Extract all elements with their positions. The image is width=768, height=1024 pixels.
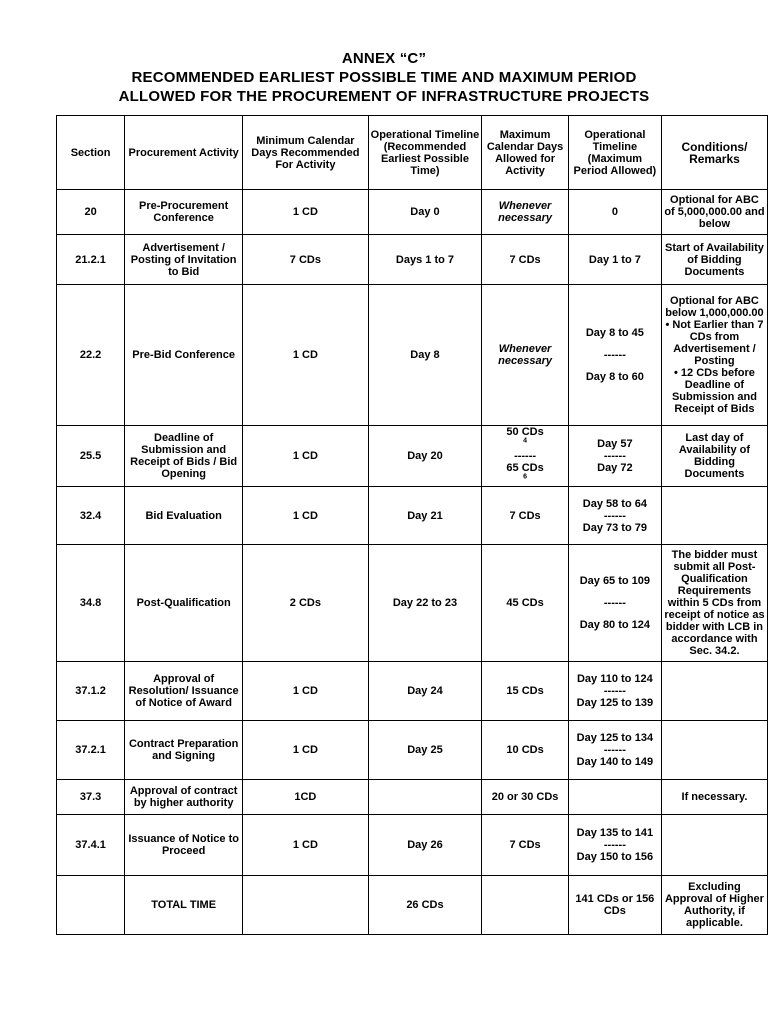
row-max-days: 7 CDs xyxy=(482,487,569,545)
op-max-option-b: Day 80 to 124 xyxy=(579,619,651,631)
op-max-option-b: Day 150 to 156 xyxy=(576,851,654,863)
op-max-option-a: Day 8 to 45 xyxy=(585,327,644,339)
row-section: 20 xyxy=(57,190,125,235)
table-header-row xyxy=(57,116,768,190)
row-activity: Pre-Procurement Conference xyxy=(125,190,243,235)
row-section: 37.1.2 xyxy=(57,662,125,721)
row-op-max xyxy=(568,662,661,721)
row-max-days: Whenever necessary xyxy=(482,285,569,426)
row-op-max xyxy=(568,285,661,426)
op-max-option-b: Day 72 xyxy=(597,462,633,474)
total-op-earliest: 26 CDs xyxy=(368,876,482,935)
row-op-earliest: Day 20 xyxy=(368,426,482,487)
row-max-days: 20 or 30 CDs xyxy=(482,780,569,815)
row-max-days xyxy=(482,876,569,935)
row-section: 22.2 xyxy=(57,285,125,426)
procurement-timeline-table xyxy=(56,115,768,935)
row-activity: Approval of Resolution/ Issuance of Notice of Award xyxy=(125,662,243,721)
table-row xyxy=(57,426,768,487)
row-conditions: The bidder must submit all Post-Qualification Requirements within 5 CDs from receipt of notice as bidder with LCB in accordance with Sec. 34.2. xyxy=(661,545,767,662)
op-max-separator: ------ xyxy=(603,839,626,851)
row-activity: Bid Evaluation xyxy=(125,487,243,545)
row-op-earliest xyxy=(368,780,482,815)
table-row xyxy=(57,235,768,285)
total-label: TOTAL TIME xyxy=(125,876,243,935)
row-min-days: 1 CD xyxy=(243,487,369,545)
row-conditions xyxy=(661,285,767,426)
row-conditions: Optional for ABC of 5,000,000.00 and below xyxy=(661,190,767,235)
table-row xyxy=(57,545,768,662)
conditions-bullet-list xyxy=(664,319,765,415)
row-op-earliest: Day 0 xyxy=(368,190,482,235)
op-max-option-a: Day 135 to 141 xyxy=(576,827,654,839)
row-op-max xyxy=(568,780,661,815)
op-max-option-a: Day 125 to 134 xyxy=(576,732,654,744)
max-days-separator: ------ xyxy=(514,450,537,462)
op-max-option-a: Day 57 xyxy=(597,438,633,450)
row-section: 34.8 xyxy=(57,545,125,662)
row-activity: Pre-Bid Conference xyxy=(125,285,243,426)
row-conditions: If necessary. xyxy=(661,780,767,815)
row-section: 21.2.1 xyxy=(57,235,125,285)
row-activity: Deadline of Submission and Receipt of Bids / Bid Opening xyxy=(125,426,243,487)
row-max-days xyxy=(482,426,569,487)
row-op-earliest: Days 1 to 7 xyxy=(368,235,482,285)
row-min-days xyxy=(243,876,369,935)
row-section: 37.2.1 xyxy=(57,721,125,780)
row-min-days: 1CD xyxy=(243,780,369,815)
header-conditions: Conditions/ Remarks xyxy=(661,116,767,190)
row-section: 37.4.1 xyxy=(57,815,125,876)
op-max-option-b: Day 125 to 139 xyxy=(576,697,654,709)
row-max-days: 45 CDs xyxy=(482,545,569,662)
header-section: Section xyxy=(57,116,125,190)
op-max-option-b: Day 73 to 79 xyxy=(582,521,647,534)
header-max-days: Maximum Calendar Days Allowed for Activity xyxy=(482,116,569,190)
row-activity: Post-Qualification xyxy=(125,545,243,662)
row-op-earliest: Day 26 xyxy=(368,815,482,876)
row-activity: Contract Preparation and Signing xyxy=(125,721,243,780)
header-min-days: Minimum Calendar Days Recommended For Activity xyxy=(243,116,369,190)
row-op-earliest: Day 8 xyxy=(368,285,482,426)
row-min-days: 1 CD xyxy=(243,721,369,780)
bullet-icon: • xyxy=(665,319,673,331)
op-max-option-b: Day 140 to 149 xyxy=(576,756,654,768)
conditions-bullet-item: • 12 CDs before Deadline of Submission and Receipt of Bids xyxy=(671,367,757,415)
conditions-bullet-item: • Not Earlier than 7 CDs from Advertisement / Posting xyxy=(665,319,764,367)
table-row xyxy=(57,780,768,815)
total-conditions: Excluding Approval of Higher Authority, if applicable. xyxy=(661,876,767,935)
row-op-max xyxy=(568,487,661,545)
row-min-days: 7 CDs xyxy=(243,235,369,285)
row-max-days: 7 CDs xyxy=(482,815,569,876)
row-section xyxy=(57,876,125,935)
row-min-days: 1 CD xyxy=(243,285,369,426)
row-max-days: 15 CDs xyxy=(482,662,569,721)
row-conditions: Last day of Availability of Bidding Documents xyxy=(661,426,767,487)
row-max-days: Whenever necessary xyxy=(482,190,569,235)
op-max-separator: ------ xyxy=(603,685,626,697)
bullet-icon: • xyxy=(674,367,681,379)
op-max-option-b: Day 8 to 60 xyxy=(585,371,644,383)
row-conditions xyxy=(661,815,767,876)
op-max-separator: ------ xyxy=(603,509,626,522)
row-op-earliest: Day 21 xyxy=(368,487,482,545)
row-op-earliest: Day 24 xyxy=(368,662,482,721)
row-op-max: 0 xyxy=(568,190,661,235)
row-section: 37.3 xyxy=(57,780,125,815)
row-conditions xyxy=(661,487,767,545)
op-max-separator: ------ xyxy=(603,349,626,361)
max-days-option-a: 50 CDs $^4$ xyxy=(506,426,544,445)
row-conditions xyxy=(661,721,767,780)
row-op-max xyxy=(568,426,661,487)
document-title-line-1: RECOMMENDED EARLIEST POSSIBLE TIME AND MAXIMUM PERIOD xyxy=(131,69,637,86)
row-section: 25.5 xyxy=(57,426,125,487)
row-conditions xyxy=(661,662,767,721)
row-op-max xyxy=(568,815,661,876)
row-min-days: 1 CD xyxy=(243,426,369,487)
row-section: 32.4 xyxy=(57,487,125,545)
op-max-separator: ------ xyxy=(603,744,626,756)
table-row xyxy=(57,487,768,545)
op-max-option-a: Day 110 to 124 xyxy=(576,673,653,685)
row-min-days: 2 CDs xyxy=(243,545,369,662)
total-row xyxy=(57,876,768,935)
op-max-option-a: Day 58 to 64 xyxy=(582,497,647,510)
row-max-days: 7 CDs xyxy=(482,235,569,285)
table-row xyxy=(57,815,768,876)
row-op-max: Day 1 to 7 xyxy=(568,235,661,285)
op-max-separator: ------ xyxy=(603,450,626,462)
total-op-max: 141 CDs or 156 CDs xyxy=(568,876,661,935)
row-activity: Approval of contract by higher authority xyxy=(125,780,243,815)
row-max-days: 10 CDs xyxy=(482,721,569,780)
conditions-intro: Optional for ABC below 1,000,000.00 xyxy=(665,295,764,319)
row-activity: Advertisement / Posting of Invitation to Bid xyxy=(125,235,243,285)
table-row xyxy=(57,662,768,721)
table-row xyxy=(57,190,768,235)
max-days-option-b: 65 CDs $^6$ xyxy=(506,462,544,481)
row-min-days: 1 CD xyxy=(243,190,369,235)
row-op-earliest: Day 25 xyxy=(368,721,482,780)
annex-title: ANNEX “C” xyxy=(341,50,427,67)
op-max-separator: ------ xyxy=(603,597,626,609)
op-max-option-a: Day 65 to 109 xyxy=(579,575,651,587)
row-op-max xyxy=(568,545,661,662)
header-op-max: Operational Timeline (Maximum Period Allowed) xyxy=(568,116,661,190)
row-op-max xyxy=(568,721,661,780)
row-conditions: Start of Availability of Bidding Documents xyxy=(661,235,767,285)
document-title-line-2: ALLOWED FOR THE PROCUREMENT OF INFRASTRUCTURE PROJECTS xyxy=(118,88,650,105)
row-op-earliest: Day 22 to 23 xyxy=(368,545,482,662)
table-row xyxy=(57,721,768,780)
header-op-earliest: Operational Timeline (Recommended Earliest Possible Time) xyxy=(368,116,482,190)
header-activity: Procurement Activity xyxy=(125,116,243,190)
row-activity: Issuance of Notice to Proceed xyxy=(125,815,243,876)
row-min-days: 1 CD xyxy=(243,662,369,721)
table-row xyxy=(57,285,768,426)
row-min-days: 1 CD xyxy=(243,815,369,876)
